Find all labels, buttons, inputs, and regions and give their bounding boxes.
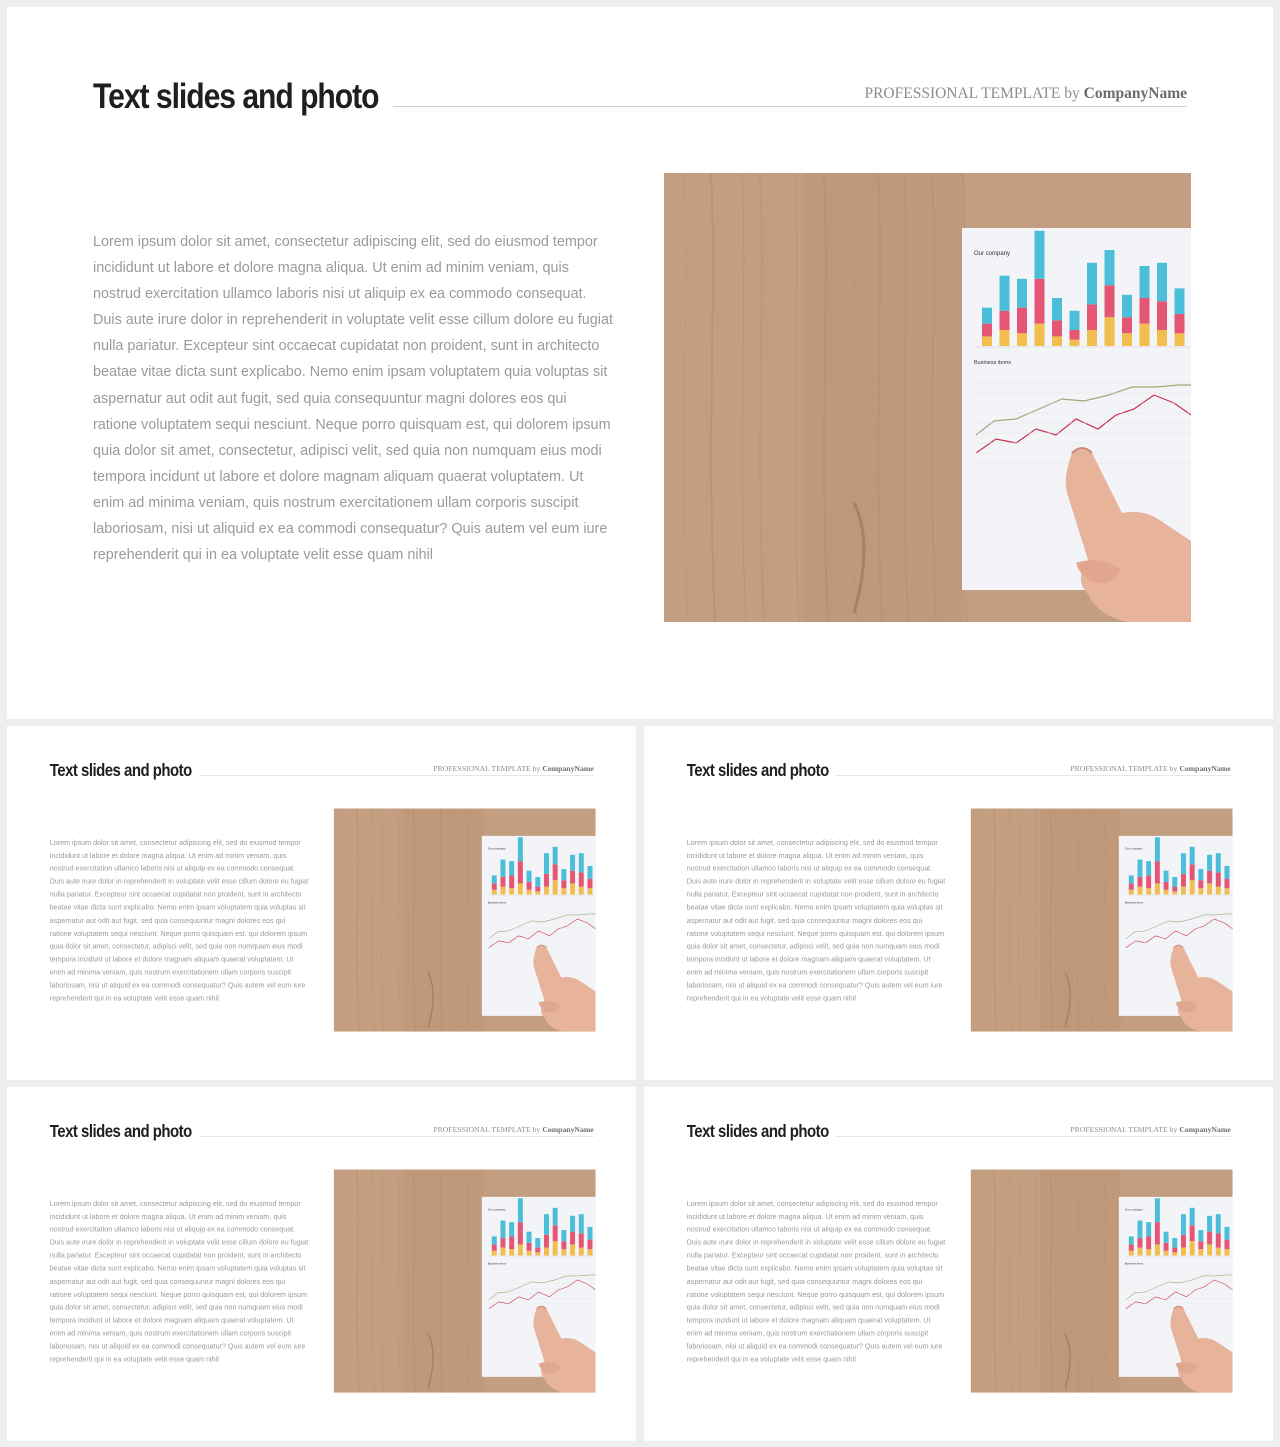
wood-desk-report-photo <box>664 173 1191 622</box>
slide-body-text: Lorem ipsum dolor sit amet, consectetur adipiscing elit, sed do eiusmod tempor incididunt ut labore et dolore magna aliqua. Ut enim ad minim veniam, quis nostrud exercitation ullamco laboris nisi ut aliquip ex ea commodo consequat. Duis aute irure dolor in reprehenderit in voluptate velit esse cillum dolore eu fugiat nulla pariatur. Excepteur sint occaecat cupidatat non proident, sunt in architecto beatae vitae dicta sunt explicabo. Nemo enim ipsam voluptatem quia voluptas sit aspernatur aut odit aut fugit, sed quia consequuntur magni dolores eos qui ratione voluptatem sequi nesciunt. Neque porro quisquam est, qui dolorem ipsum quia dolor sit amet, consectetur, adipisci velit, sed quia non numquam eius modi tempora incidunt ut labore et dolore magnam aliquam quaerat voluptatem. Ut enim ad minima veniam, quis nostrum exercitationem ullam corporis suscipit laboriosam, nisi ut aliquid ex ea commodi consequatur? Quis autem vel eum iure reprehenderit qui in ea voluptate velit esse quam nihil <box>49 1199 309 1364</box>
tagline-prefix: PROFESSIONAL TEMPLATE by <box>1070 764 1180 774</box>
svg-text:Business items: Business items <box>1124 901 1144 905</box>
slide-tagline <box>1070 1126 1230 1135</box>
svg-text:Business items: Business items <box>1124 1262 1144 1266</box>
slide-title: Text slides and photo <box>49 1121 192 1142</box>
svg-text:Our company: Our company <box>1124 1207 1143 1212</box>
tagline-prefix: PROFESSIONAL TEMPLATE by <box>864 85 1084 102</box>
wood-desk-report-photo <box>334 809 596 1032</box>
svg-text:Our company: Our company <box>487 1207 506 1212</box>
tagline-company: CompanyName <box>1179 1125 1231 1135</box>
slide-thumbnail-4[interactable] <box>644 1087 1273 1441</box>
slide-tagline <box>864 85 1187 103</box>
slide-title: Text slides and photo <box>686 1121 829 1142</box>
slide-body-text: Lorem ipsum dolor sit amet, consectetur adipiscing elit, sed do eiusmod tempor incididunt ut labore et dolore magna aliqua. Ut enim ad minim veniam, quis nostrud exercitation ullamco laboris nisi ut aliquip ex ea commodo consequat. Duis aute irure dolor in reprehenderit in voluptate velit esse cillum dolore eu fugiat nulla pariatur. Excepteur sint occaecat cupidatat non proident, sunt in architecto beatae vitae dicta sunt explicabo. Nemo enim ipsam voluptatem quia voluptas sit aspernatur aut odit aut fugit, sed quia consequuntur magni dolores eos qui ratione voluptatem sequi nesciunt. Neque porro quisquam est, qui dolorem ipsum quia dolor sit amet, consectetur, adipisci velit, sed quia non numquam eius modi tempora incidunt ut labore et dolore magnam aliquam quaerat voluptatem. Ut enim ad minima veniam, quis nostrum exercitationem ullam corporis suscipit laboriosam, nisi ut aliquid ex ea commodi consequatur? Quis autem vel eum iure reprehenderit qui in ea voluptate velit esse quam nihil <box>686 838 946 1003</box>
svg-text:Business items: Business items <box>974 360 1011 366</box>
slide-body-text: Lorem ipsum dolor sit amet, consectetur adipiscing elit, sed do eiusmod tempor incididunt ut labore et dolore magna aliqua. Ut enim ad minim veniam, quis nostrud exercitation ullamco laboris nisi ut aliquip ex ea commodo consequat. Duis aute irure dolor in reprehenderit in voluptate velit esse cillum dolore eu fugiat nulla pariatur. Excepteur sint occaecat cupidatat non proident, sunt in architecto beatae vitae dicta sunt explicabo. Nemo enim ipsam voluptatem quia voluptas sit aspernatur aut odit aut fugit, sed quia consequuntur magni dolores eos qui ratione voluptatem sequi nesciunt. Neque porro quisquam est, qui dolorem ipsum quia dolor sit amet, consectetur, adipisci velit, sed quia non numquam eius modi tempora incidunt ut labore et dolore magnam aliquam quaerat voluptatem. Ut enim ad minima veniam, quis nostrum exercitationem ullam corporis suscipit laboriosam, nisi ut aliquid ex ea commodi consequatur? Quis autem vel eum iure reprehenderit qui in ea voluptate velit esse quam nihil <box>93 234 613 564</box>
slide-title: Text slides and photo <box>686 760 829 781</box>
tagline-company: CompanyName <box>1179 764 1231 774</box>
slide-body-text: Lorem ipsum dolor sit amet, consectetur adipiscing elit, sed do eiusmod tempor incididunt ut labore et dolore magna aliqua. Ut enim ad minim veniam, quis nostrud exercitation ullamco laboris nisi ut aliquip ex ea commodo consequat. Duis aute irure dolor in reprehenderit in voluptate velit esse cillum dolore eu fugiat nulla pariatur. Excepteur sint occaecat cupidatat non proident, sunt in architecto beatae vitae dicta sunt explicabo. Nemo enim ipsam voluptatem quia voluptas sit aspernatur aut odit aut fugit, sed quia consequuntur magni dolores eos qui ratione voluptatem sequi nesciunt. Neque porro quisquam est, qui dolorem ipsum quia dolor sit amet, consectetur, adipisci velit, sed quia non numquam eius modi tempora incidunt ut labore et dolore magnam aliquam quaerat voluptatem. Ut enim ad minima veniam, quis nostrum exercitationem ullam corporis suscipit laboriosam, nisi ut aliquid ex ea commodi consequatur? Quis autem vel eum iure reprehenderit qui in ea voluptate velit esse quam nihil <box>686 1199 946 1364</box>
slide-body-text: Lorem ipsum dolor sit amet, consectetur adipiscing elit, sed do eiusmod tempor incididunt ut labore et dolore magna aliqua. Ut enim ad minim veniam, quis nostrud exercitation ullamco laboris nisi ut aliquip ex ea commodo consequat. Duis aute irure dolor in reprehenderit in voluptate velit esse cillum dolore eu fugiat nulla pariatur. Excepteur sint occaecat cupidatat non proident, sunt in architecto beatae vitae dicta sunt explicabo. Nemo enim ipsam voluptatem quia voluptas sit aspernatur aut odit aut fugit, sed quia consequuntur magni dolores eos qui ratione voluptatem sequi nesciunt. Neque porro quisquam est, qui dolorem ipsum quia dolor sit amet, consectetur, adipisci velit, sed quia non numquam eius modi tempora incidunt ut labore et dolore magnam aliquam quaerat voluptatem. Ut enim ad minima veniam, quis nostrum exercitationem ullam corporis suscipit laboriosam, nisi ut aliquid ex ea commodi consequatur? Quis autem vel eum iure reprehenderit qui in ea voluptate velit esse quam nihil <box>49 838 309 1003</box>
slide-title: Text slides and photo <box>93 77 379 116</box>
svg-text:Our company: Our company <box>974 251 1011 257</box>
tagline-company: CompanyName <box>1083 85 1187 102</box>
slide-thumbnail-2[interactable] <box>644 726 1273 1080</box>
wood-desk-report-photo <box>971 809 1233 1032</box>
slide-title: Text slides and photo <box>49 760 192 781</box>
svg-text:Business items: Business items <box>487 1262 507 1266</box>
wood-desk-report-photo <box>334 1170 596 1393</box>
slide-tagline <box>433 765 593 774</box>
svg-text:Our company: Our company <box>487 846 506 851</box>
tagline-prefix: PROFESSIONAL TEMPLATE by <box>433 1125 543 1135</box>
slide-thumbnail-3[interactable] <box>7 1087 636 1441</box>
slide-tagline <box>1070 765 1230 774</box>
svg-text:Business items: Business items <box>487 901 507 905</box>
svg-text:Our company: Our company <box>1124 846 1143 851</box>
tagline-company: CompanyName <box>542 764 594 774</box>
tagline-company: CompanyName <box>542 1125 594 1135</box>
slide-thumbnail-1[interactable] <box>7 726 636 1080</box>
title-divider <box>393 106 1187 107</box>
wood-desk-report-photo <box>971 1170 1233 1393</box>
slide-tagline <box>433 1126 593 1135</box>
slide-main[interactable] <box>7 7 1273 719</box>
tagline-prefix: PROFESSIONAL TEMPLATE by <box>1070 1125 1180 1135</box>
tagline-prefix: PROFESSIONAL TEMPLATE by <box>433 764 543 774</box>
